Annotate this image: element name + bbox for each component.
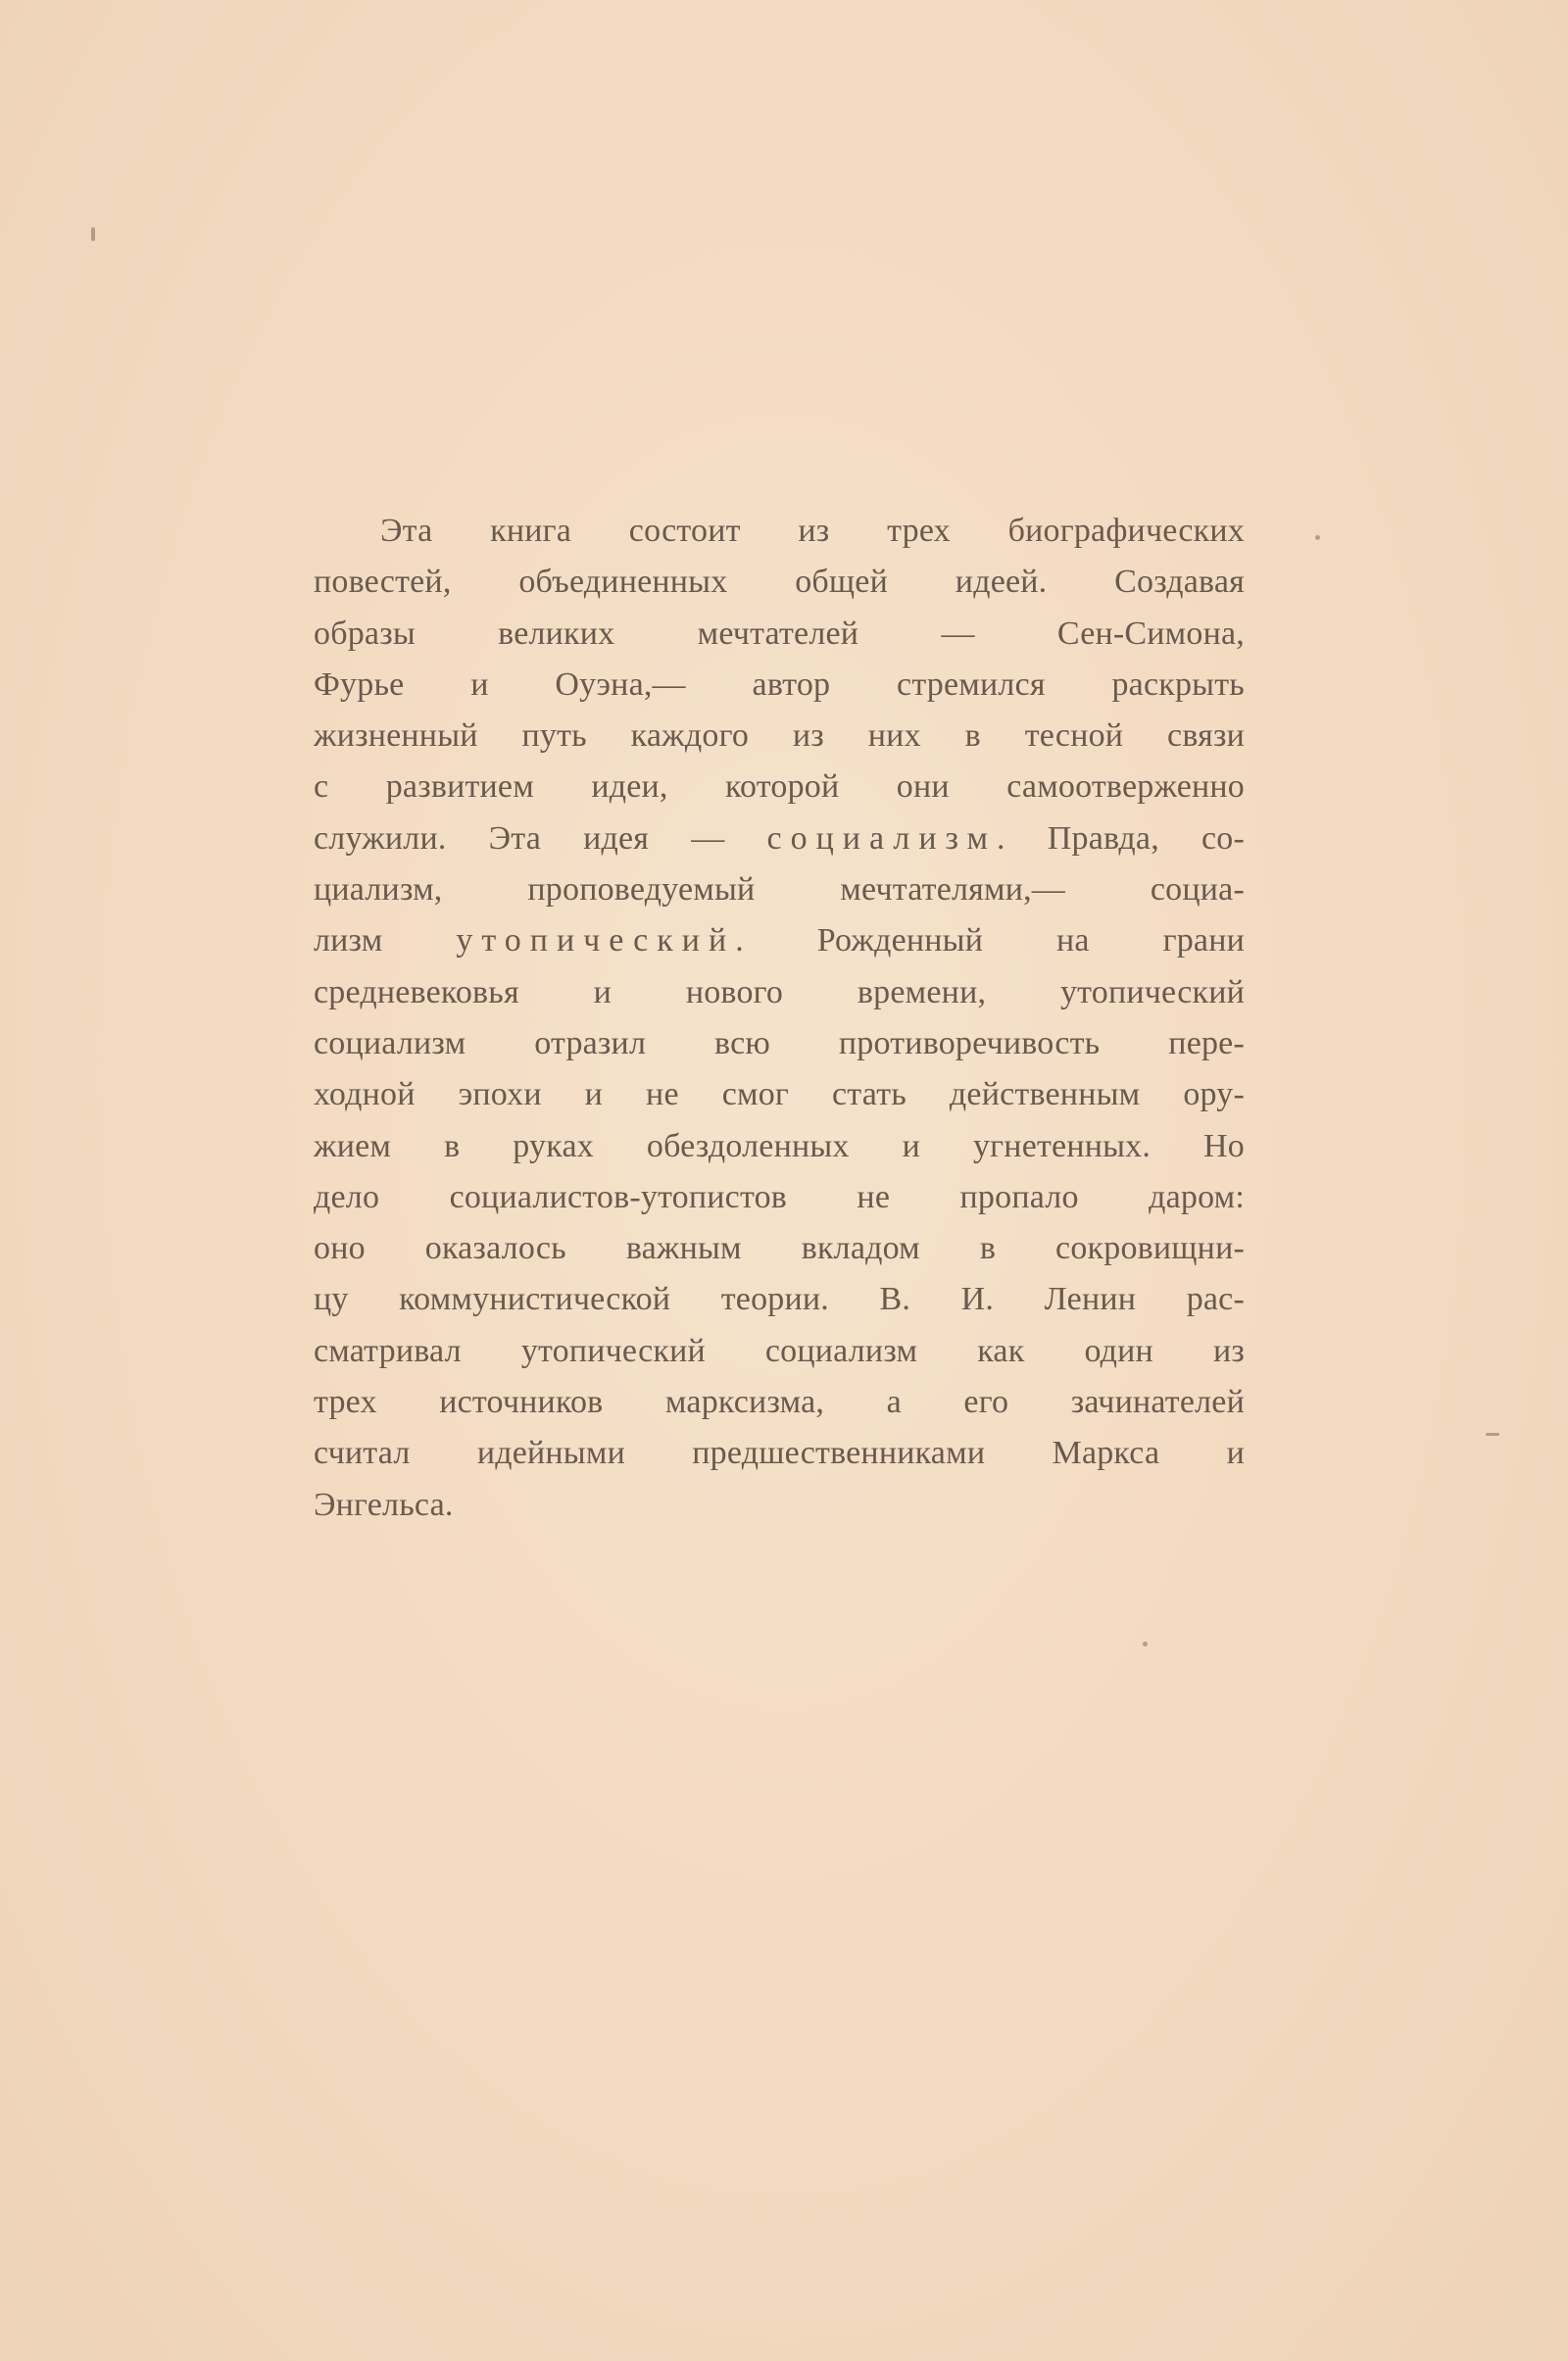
- paper-speck: [1143, 1642, 1148, 1647]
- text-line: жием в руках обездоленных и угнетенных. Но: [314, 1127, 1245, 1164]
- text-line: средневековья и нового времени, утопический: [314, 973, 1245, 1010]
- spaced-emphasis: утопический: [456, 922, 736, 959]
- text-line: [314, 813, 1245, 864]
- spaced-emphasis: социализм: [766, 819, 997, 857]
- paper-speck: [1486, 1433, 1499, 1436]
- text-line: Фурье и Оуэна,— автор стремился раскрыть: [314, 665, 1245, 703]
- text-line: циализм, проповедуемый мечтателями,— социа-: [314, 871, 1245, 909]
- annotation-paragraph: [314, 506, 1245, 1531]
- text-segment: лизм: [314, 922, 383, 959]
- paper-speck: [1315, 535, 1320, 540]
- text-line: жизненный путь каждого из них в тесной связи: [314, 717, 1245, 755]
- text-line: Эта книга состоит из трех биографических: [380, 513, 1245, 549]
- paper-speck: [91, 227, 95, 241]
- text-line: цу коммунистической теории. В. И. Ленин рас-: [314, 1281, 1245, 1318]
- text-line: Энгельса.: [314, 1486, 454, 1523]
- text-segment: служили. Эта идея —: [314, 819, 725, 857]
- text-line: оно оказалось важным вкладом в сокровищни-: [314, 1230, 1245, 1267]
- text-line: образы великих мечтателей — Сен-Симона,: [314, 615, 1245, 652]
- text-line: ходной эпохи и не смог стать действенным ору-: [314, 1076, 1245, 1113]
- text-line: трех источников марксизма, а его зачинателей: [314, 1384, 1245, 1421]
- text-line: считал идейными предшественниками Маркса и: [314, 1435, 1245, 1472]
- text-line: сматривал утопический социализм как один из: [314, 1332, 1245, 1369]
- text-segment: . Рожденный на грани: [735, 922, 1246, 959]
- text-line: [314, 915, 1245, 966]
- text-line: повестей, объединенных общей идеей. Создавая: [314, 564, 1245, 601]
- text-line: социализм отразил всю противоречивость пере-: [314, 1024, 1245, 1061]
- text-line: дело социалистов-утопистов не пропало даром:: [314, 1178, 1245, 1215]
- text-segment: . Правда, со-: [997, 819, 1245, 857]
- text-line: с развитием идеи, которой они самоотверженно: [314, 768, 1245, 806]
